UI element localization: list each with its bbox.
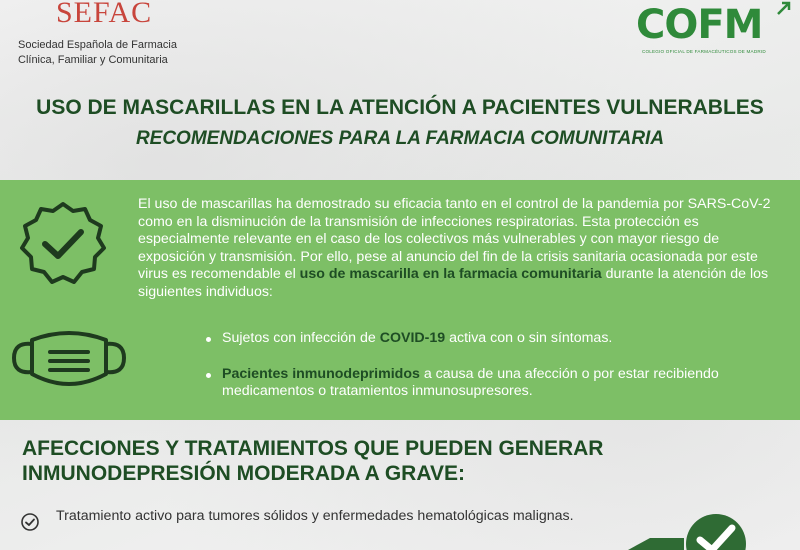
sefac-wordmark: SEFAC: [56, 0, 153, 29]
condition-item-text: Tratamiento activo para tumores sólidos y enfermedades hematológicas malignas.: [56, 508, 574, 524]
sefac-subtitle-line2: Clínica, Familiar y Comunitaria: [18, 54, 168, 66]
list-item-text: Sujetos con infección de: [222, 330, 380, 346]
cofm-wordmark: COFM: [636, 2, 763, 48]
face-mask-icon: [10, 328, 128, 394]
page-subtitle: RECOMENDACIONES PARA LA FARMACIA COMUNITARIA: [135, 128, 665, 149]
arrow-up-right-icon: [776, 0, 792, 16]
cofm-subtitle: COLEGIO OFICIAL DE FARMACÉUTICOS DE MADRID: [642, 49, 766, 54]
list-item: [200, 366, 780, 401]
cofm-logo: [636, 2, 796, 58]
section-heading-line1: AFECCIONES Y TRATAMIENTOS QUE PUEDEN GENERAR: [22, 437, 604, 460]
section-heading-line2: INMUNODEPRESIÓN MODERADA A GRAVE:: [22, 462, 465, 485]
intro-text-1: El uso de mascarillas ha demostrado su eficacia tanto en el control de la pandemia por SARS-CoV-2 como en la disminución de la transmisión de infecciones respiratorias. Esta protección es especialmente relevante en el caso de los colectivos más vulnerables y con mayor riesgo de exposición y transmisión. Por ello, pese al anuncio del fin de la crisis sanitaria ocasionada por este virus es recomendable el: [138, 196, 771, 282]
list-item-text: activa con o sin síntomas.: [445, 330, 613, 346]
check-badge-icon: [18, 198, 108, 288]
vulnerable-individuals-list: [200, 330, 780, 401]
intro-paragraph: [138, 196, 783, 301]
list-item: [200, 330, 780, 348]
intro-text-2: durante la atención de los siguientes individuos:: [138, 266, 769, 300]
intro-text-bold: uso de mascarilla en la farmacia comunitaria: [299, 266, 602, 282]
check-circle-icon: [20, 512, 40, 532]
list-item-bold: COVID-19: [379, 330, 446, 346]
check-badge-icon: [628, 510, 748, 550]
sefac-subtitle: [18, 38, 218, 68]
page-title: USO DE MASCARILLAS EN LA ATENCIÓN A PACIENTES VULNERABLES: [36, 96, 764, 119]
sefac-subtitle-line1: Sociedad Española de Farmacia: [18, 39, 177, 51]
list-item-bold: Pacientes inmunodeprimidos: [222, 365, 420, 382]
list-item-text: a causa de una afección o por estar recibiendo medicamentos o tratamientos inmunosupresores.: [222, 365, 719, 399]
section-heading: [22, 436, 702, 486]
